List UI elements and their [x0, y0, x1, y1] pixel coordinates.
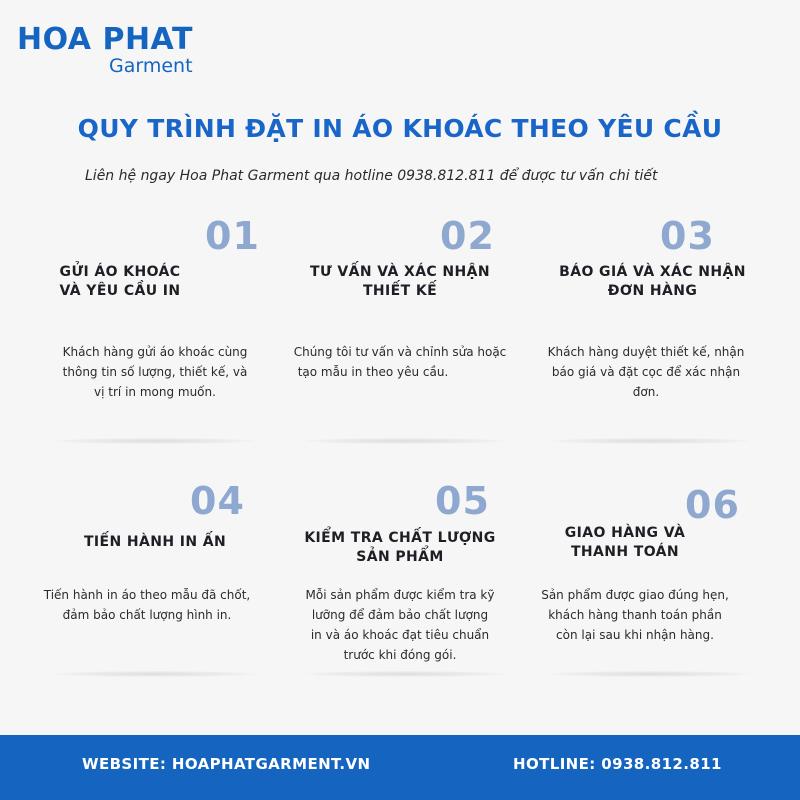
step-card-01: [30, 210, 280, 450]
step-desc-line: thông tin số lượng, thiết kế, và: [62, 365, 248, 379]
card-shadow: [305, 671, 505, 677]
step-desc-line: đơn.: [632, 385, 660, 399]
step-title-line1: GỬI ÁO KHOÁC: [59, 264, 181, 280]
step-desc-line: Khách hàng gửi áo khoác cùng: [62, 345, 248, 359]
step-title-line1: BÁO GIÁ VÀ XÁC NHẬN: [559, 264, 746, 280]
step-number: 03: [660, 214, 715, 258]
step-desc-line: Mỗi sản phẩm được kiểm tra kỹ: [305, 588, 495, 602]
step-title-line1: GIAO HÀNG VÀ: [564, 525, 686, 541]
step-desc-line: in và áo khoác đạt tiêu chuẩn: [310, 628, 490, 642]
step-title-line1: KIỂM TRA CHẤT LƯỢNG: [304, 530, 496, 546]
logo-brand-text: HOA PHAT: [17, 22, 193, 57]
step-title-line2: ĐƠN HÀNG: [607, 283, 698, 299]
step-card-03: [535, 210, 785, 450]
footer-bar: [0, 735, 800, 800]
step-number: 06: [685, 483, 740, 527]
step-card-06: [535, 475, 785, 715]
step-card-05: [280, 475, 530, 715]
card-shadow: [550, 671, 750, 677]
page-subtitle: Liên hệ ngay Hoa Phat Garment qua hotline 0938.812.811 để được tư vấn chi tiết: [85, 168, 658, 184]
step-desc-line: báo giá và đặt cọc để xác nhận: [551, 365, 741, 379]
logo-sub-text: Garment: [109, 55, 193, 77]
step-desc-line: Khách hàng duyệt thiết kế, nhận: [547, 345, 745, 359]
footer-website-link[interactable]: WEBSITE: HOAPHATGARMENT.VN: [82, 755, 371, 773]
step-desc-line: còn lại sau khi nhận hàng.: [556, 628, 714, 642]
step-desc-line: trước khi đóng gói.: [343, 648, 457, 662]
step-number: 01: [205, 214, 260, 258]
step-title-line2: SẢN PHẨM: [356, 549, 444, 565]
step-desc-line: vị trí in mong muốn.: [94, 385, 216, 399]
step-card-02: [280, 210, 530, 450]
card-shadow: [55, 671, 255, 677]
step-desc-line: Tiến hành in áo theo mẫu đã chốt,: [43, 588, 251, 602]
step-number: 02: [440, 214, 495, 258]
step-desc-line: Sản phẩm được giao đúng hẹn,: [541, 588, 729, 602]
step-title-line2: THANH TOÁN: [570, 544, 680, 560]
step-desc-line: tạo mẫu in theo yêu cầu.: [297, 365, 449, 379]
step-title-line1: TIẾN HÀNH IN ẤN: [83, 534, 227, 550]
step-desc-line: lưỡng để đảm bảo chất lượng: [311, 608, 489, 622]
step-desc-line: khách hàng thanh toán phần: [548, 608, 722, 622]
step-number: 05: [435, 479, 490, 523]
step-title-line1: TƯ VẤN VÀ XÁC NHẬN: [310, 264, 490, 280]
step-number: 04: [190, 479, 245, 523]
step-card-04: [30, 475, 280, 715]
step-desc-line: Chúng tôi tư vấn và chỉnh sửa hoặc: [293, 345, 507, 359]
step-desc-line: đảm bảo chất lượng hình in.: [62, 608, 232, 622]
card-shadow: [550, 438, 750, 444]
brand-logo: [17, 24, 193, 76]
card-shadow: [55, 438, 255, 444]
page-title: QUY TRÌNH ĐẶT IN ÁO KHOÁC THEO YÊU CẦU: [77, 114, 723, 143]
step-title-line2: VÀ YÊU CẦU IN: [59, 283, 181, 299]
step-title-line2: THIẾT KẾ: [362, 283, 438, 299]
footer-hotline-link[interactable]: HOTLINE: 0938.812.811: [513, 755, 722, 773]
card-shadow: [305, 438, 505, 444]
